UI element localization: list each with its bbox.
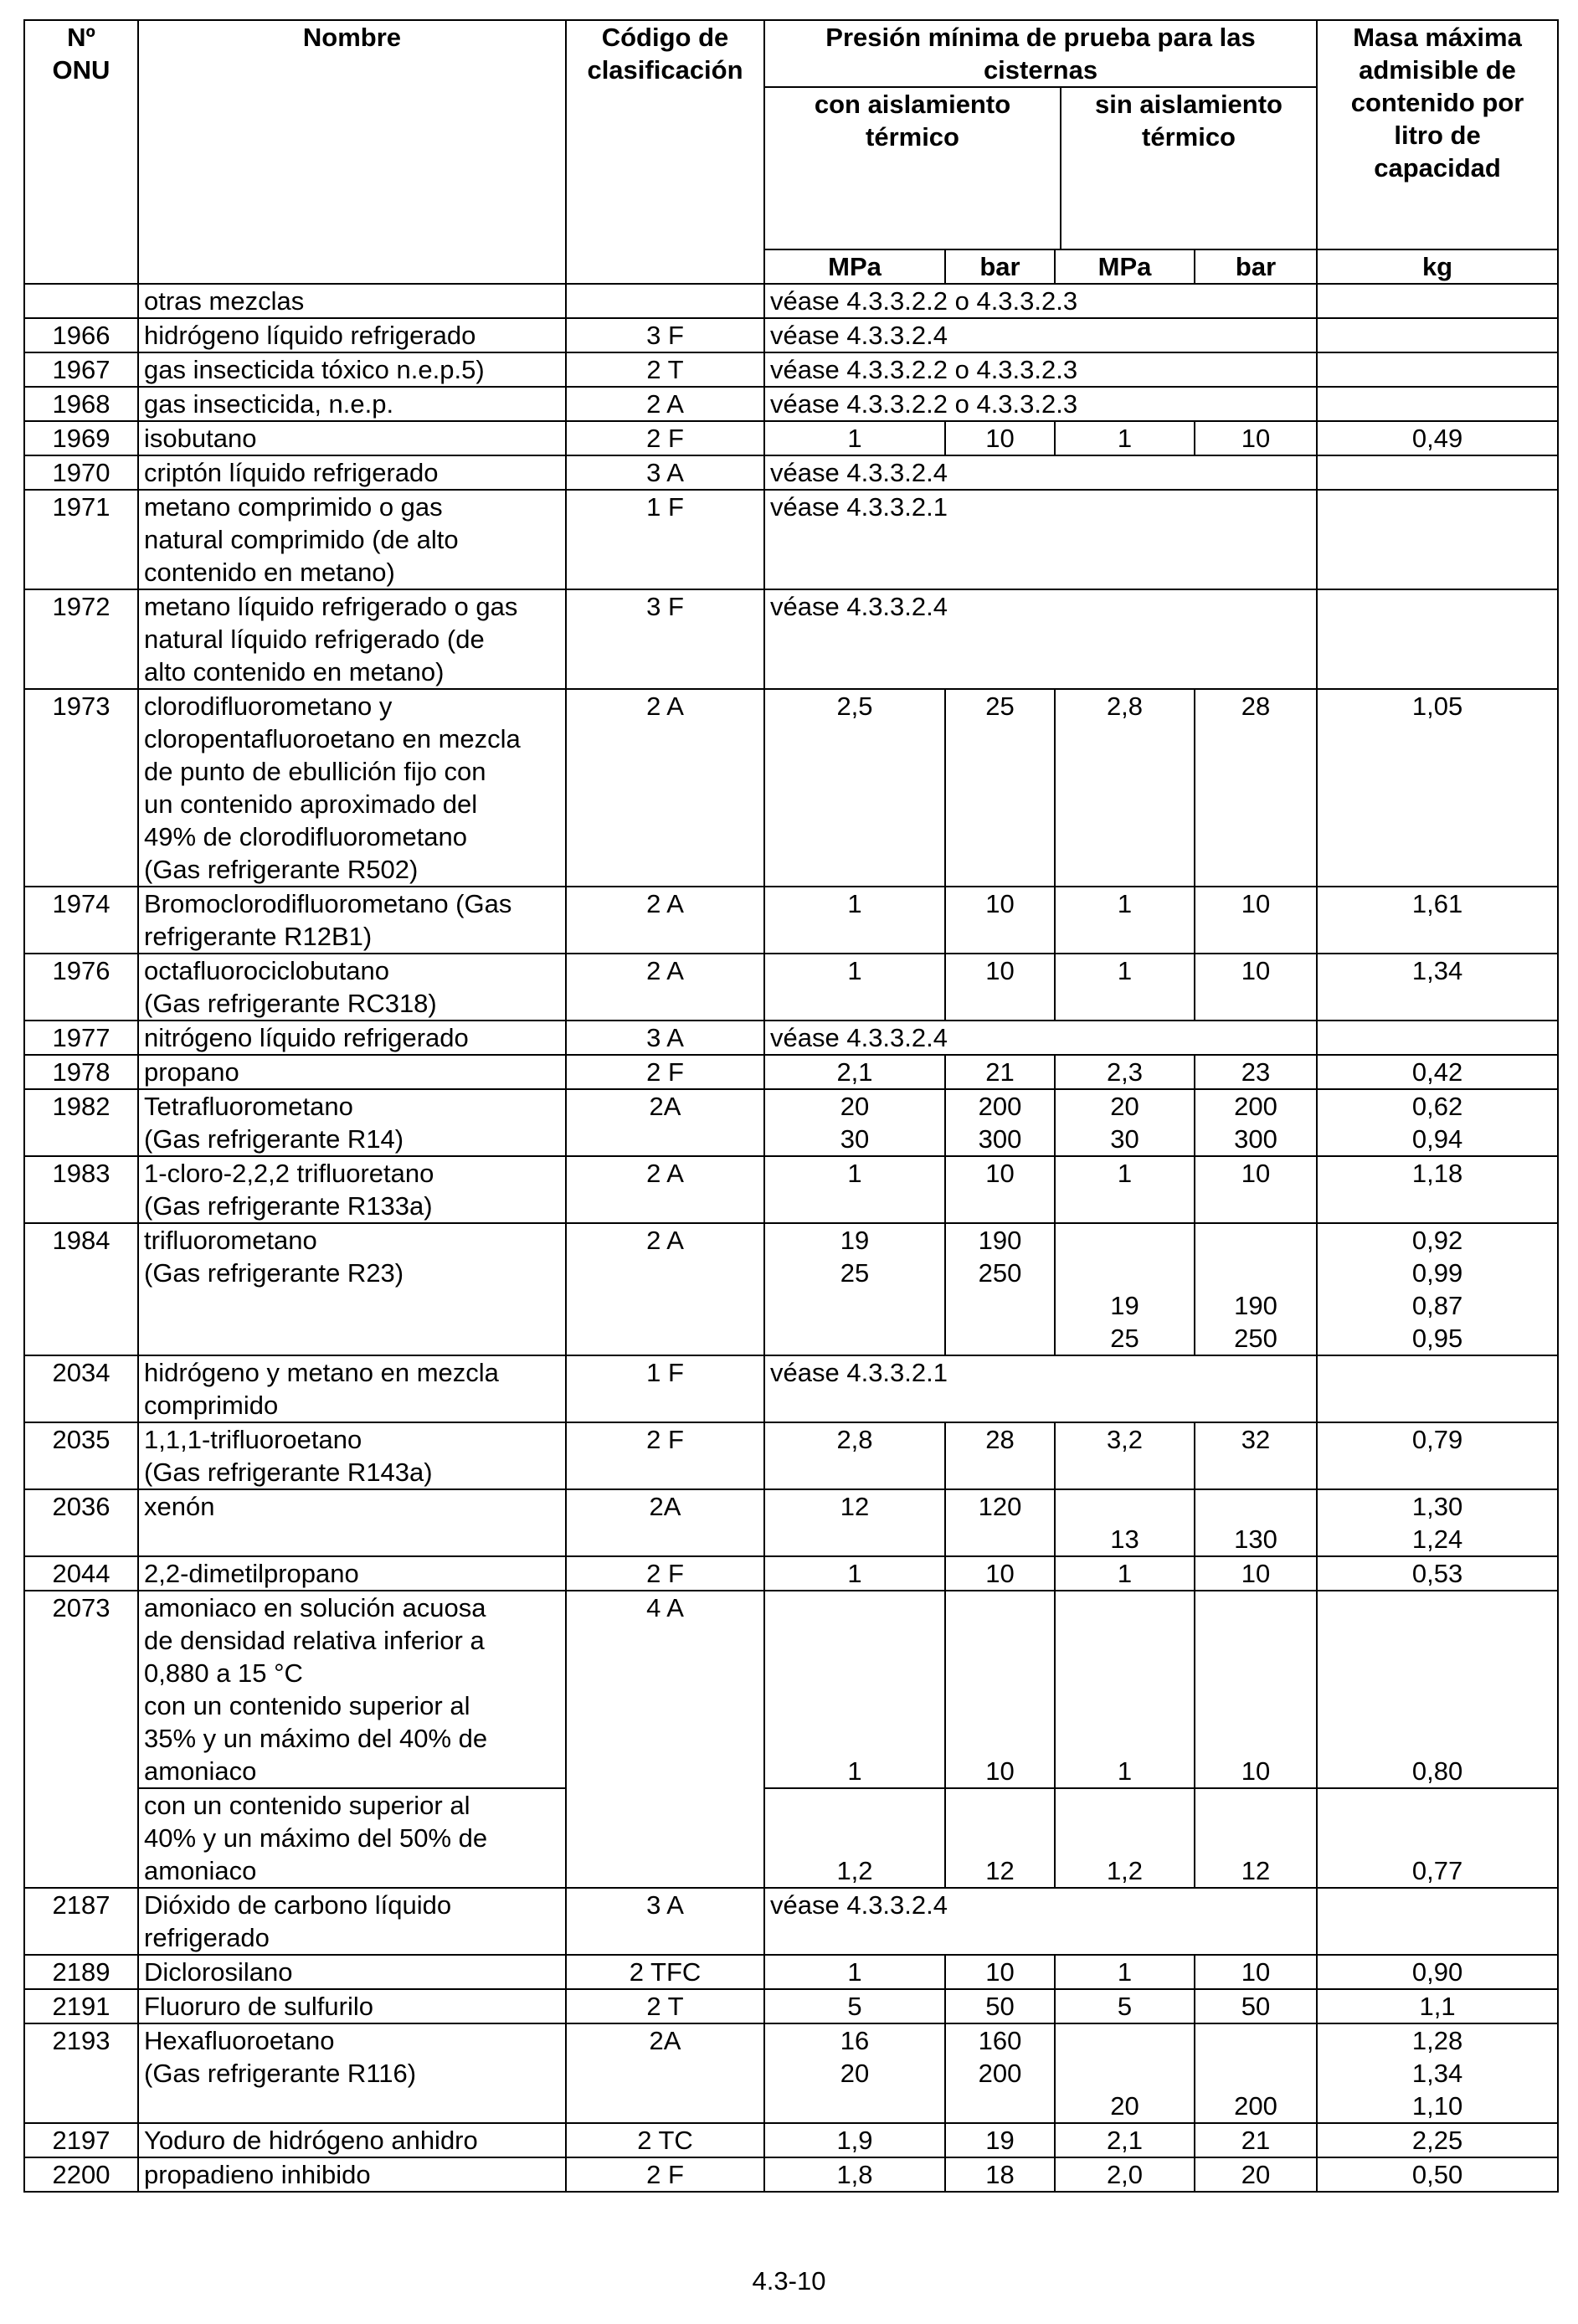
classification-code-cell: 2 TC [566,2123,764,2157]
table-row [24,455,1558,490]
substance-name-cell: Yoduro de hidrógeno anhidro [138,2123,566,2157]
bar-not-insulated-cell: 10 [1195,1556,1317,1591]
un-number-cell [24,284,138,318]
un-number-cell: 2036 [24,1489,138,1556]
max-mass-cell [1317,318,1558,352]
mpa-not-insulated-cell: 1 [1055,1591,1195,1788]
max-mass-cell: 0,90 [1317,1955,1558,1989]
bar-insulated-cell: 10 [945,887,1055,954]
mpa-insulated-cell: 19 25 [764,1223,945,1355]
bar-not-insulated-cell: 12 [1195,1788,1317,1888]
header-bar-not-insulated: bar [1195,249,1317,284]
substance-name-cell: nitrógeno líquido refrigerado [138,1021,566,1055]
un-number-cell: 2191 [24,1989,138,2023]
max-mass-cell: 0,53 [1317,1556,1558,1591]
max-mass-cell [1317,1021,1558,1055]
un-number-cell: 2035 [24,1422,138,1489]
max-mass-cell: 1,1 [1317,1989,1558,2023]
table-row [24,2157,1558,2192]
max-mass-cell: 1,61 [1317,887,1558,954]
substance-name-cell: propano [138,1055,566,1089]
un-number-cell: 1969 [24,421,138,455]
substance-name-cell: 2,2-dimetilpropano [138,1556,566,1591]
reference-cell: véase 4.3.3.2.4 [764,455,1317,490]
max-mass-cell: 0,92 0,99 0,87 0,95 [1317,1223,1558,1355]
classification-code-cell: 3 A [566,455,764,490]
table-row [24,1591,1558,1788]
max-mass-cell [1317,490,1558,589]
max-mass-cell: 2,25 [1317,2123,1558,2157]
bar-insulated-cell: 10 [945,1591,1055,1788]
table-row [24,1955,1558,1989]
substance-name-cell: criptón líquido refrigerado [138,455,566,490]
mpa-insulated-cell: 2,8 [764,1422,945,1489]
un-number-cell: 1971 [24,490,138,589]
bar-insulated-cell: 21 [945,1055,1055,1089]
mpa-not-insulated-cell: 20 [1055,2023,1195,2123]
header-mpa-not-insulated: MPa [1055,249,1195,284]
classification-code-cell: 2 T [566,352,764,387]
max-mass-cell: 1,34 [1317,954,1558,1021]
header-kg: kg [1317,249,1558,284]
mpa-insulated-cell: 16 20 [764,2023,945,2123]
bar-insulated-cell: 12 [945,1788,1055,1888]
mpa-insulated-cell: 20 30 [764,1089,945,1156]
classification-code-cell: 3 A [566,1021,764,1055]
substance-name-cell: Tetrafluorometano (Gas refrigerante R14) [138,1089,566,1156]
un-number-cell: 1968 [24,387,138,421]
table-row [24,2123,1558,2157]
header-test-pressure [764,20,1317,249]
mpa-not-insulated-cell: 2,1 [1055,2123,1195,2157]
table-row [24,1223,1558,1355]
bar-not-insulated-cell: 10 [1195,421,1317,455]
bar-not-insulated-cell: 20 [1195,2157,1317,2192]
un-number-cell: 1982 [24,1089,138,1156]
table-row [24,589,1558,689]
un-number-cell: 1966 [24,318,138,352]
table-row [24,1788,1558,1888]
classification-code-cell: 1 F [566,490,764,589]
max-mass-cell [1317,352,1558,387]
max-mass-cell: 0,42 [1317,1055,1558,1089]
un-number-cell: 1967 [24,352,138,387]
classification-code-cell: 2 F [566,1422,764,1489]
mpa-not-insulated-cell: 1 [1055,421,1195,455]
bar-insulated-cell: 28 [945,1422,1055,1489]
bar-not-insulated-cell: 190 250 [1195,1223,1317,1355]
classification-code-cell: 2 A [566,689,764,887]
mpa-not-insulated-cell: 13 [1055,1489,1195,1556]
bar-insulated-cell: 50 [945,1989,1055,2023]
max-mass-cell: 1,30 1,24 [1317,1489,1558,1556]
header-max-mass: Masa máxima admisible de contenido por litro de capacidad [1317,20,1558,249]
bar-not-insulated-cell: 10 [1195,1156,1317,1223]
header-not-insulated: sin aislamiento térmico [1095,90,1282,152]
header-classification-code: Código de clasificación [566,20,764,284]
substance-name-cell: Bromoclorodifluorometano (Gas refrigerante R12B1) [138,887,566,954]
substance-name-cell: Hexafluoroetano (Gas refrigerante R116) [138,2023,566,2123]
mpa-not-insulated-cell: 2,3 [1055,1055,1195,1089]
mpa-insulated-cell: 1,8 [764,2157,945,2192]
bar-insulated-cell: 10 [945,1556,1055,1591]
mpa-insulated-cell: 1 [764,421,945,455]
mpa-not-insulated-cell: 2,8 [1055,689,1195,887]
mpa-not-insulated-cell: 1,2 [1055,1788,1195,1888]
mpa-not-insulated-cell: 1 [1055,954,1195,1021]
classification-code-cell: 2 F [566,1556,764,1591]
substance-name-cell: gas insecticida tóxico n.e.p.5) [138,352,566,387]
classification-code-cell: 2A [566,1089,764,1156]
substance-name-cell: propadieno inhibido [138,2157,566,2192]
classification-code-cell: 2 F [566,421,764,455]
mpa-not-insulated-cell: 1 [1055,887,1195,954]
header-bar-insulated: bar [945,249,1055,284]
reference-cell: véase 4.3.3.2.2 o 4.3.3.2.3 [764,387,1317,421]
max-mass-cell: 0,50 [1317,2157,1558,2192]
classification-code-cell: 2 A [566,887,764,954]
bar-not-insulated-cell: 28 [1195,689,1317,887]
bar-not-insulated-cell: 200 300 [1195,1089,1317,1156]
mpa-insulated-cell: 1 [764,1591,945,1788]
un-number-cell: 1976 [24,954,138,1021]
substance-name-cell: Dióxido de carbono líquido refrigerado [138,1888,566,1955]
table-row [24,1089,1558,1156]
un-number-cell: 1984 [24,1223,138,1355]
bar-insulated-cell: 120 [945,1489,1055,1556]
un-number-cell: 2073 [24,1591,138,1788]
reference-cell: véase 4.3.3.2.4 [764,318,1317,352]
bar-not-insulated-cell: 32 [1195,1422,1317,1489]
un-number-cell: 2193 [24,2023,138,2123]
header-name: Nombre [138,20,566,284]
substance-name-cell: metano líquido refrigerado o gas natural líquido refrigerado (de alto contenido en metano) [138,589,566,689]
un-number-cell: 1977 [24,1021,138,1055]
classification-code-cell: 2 F [566,2157,764,2192]
table-row [24,1556,1558,1591]
bar-not-insulated-cell: 200 [1195,2023,1317,2123]
substance-name-cell: con un contenido superior al 40% y un máximo del 50% de amoniaco [138,1788,566,1888]
un-number-cell [24,1788,138,1888]
un-number-cell: 2197 [24,2123,138,2157]
mpa-not-insulated-cell: 20 30 [1055,1089,1195,1156]
un-number-cell: 2034 [24,1355,138,1422]
mpa-insulated-cell: 1 [764,1556,945,1591]
max-mass-cell: 0,80 [1317,1591,1558,1788]
mpa-insulated-cell: 1 [764,887,945,954]
reference-cell: véase 4.3.3.2.4 [764,1021,1317,1055]
table-row [24,1156,1558,1223]
classification-code-cell: 2 A [566,954,764,1021]
mpa-not-insulated-cell: 5 [1055,1989,1195,2023]
table-row [24,1989,1558,2023]
un-number-cell: 1983 [24,1156,138,1223]
bar-insulated-cell: 25 [945,689,1055,887]
table-row [24,387,1558,421]
max-mass-cell: 0,49 [1317,421,1558,455]
classification-code-cell: 4 A [566,1591,764,1788]
bar-insulated-cell: 10 [945,1156,1055,1223]
bar-not-insulated-cell: 10 [1195,954,1317,1021]
bar-not-insulated-cell: 50 [1195,1989,1317,2023]
classification-code-cell: 2A [566,2023,764,2123]
table-row [24,689,1558,887]
un-number-cell: 2187 [24,1888,138,1955]
bar-not-insulated-cell: 10 [1195,1955,1317,1989]
mpa-insulated-cell: 12 [764,1489,945,1556]
reference-cell: véase 4.3.3.2.4 [764,589,1317,689]
max-mass-cell: 0,79 [1317,1422,1558,1489]
table-row [24,954,1558,1021]
substance-name-cell: 1-cloro-2,2,2 trifluoretano (Gas refrigerante R133a) [138,1156,566,1223]
substance-name-cell: metano comprimido o gas natural comprimido (de alto contenido en metano) [138,490,566,589]
classification-code-cell [566,284,764,318]
max-mass-cell [1317,284,1558,318]
mpa-not-insulated-cell: 1 [1055,1556,1195,1591]
classification-code-cell: 2 TFC [566,1955,764,1989]
substance-name-cell: hidrógeno y metano en mezcla comprimido [138,1355,566,1422]
un-number-cell: 2044 [24,1556,138,1591]
bar-insulated-cell: 190 250 [945,1223,1055,1355]
mpa-not-insulated-cell: 19 25 [1055,1223,1195,1355]
table-row [24,421,1558,455]
substance-name-cell: isobutano [138,421,566,455]
substance-name-cell: gas insecticida, n.e.p. [138,387,566,421]
table-row [24,1489,1558,1556]
un-number-cell: 1973 [24,689,138,887]
max-mass-cell: 0,62 0,94 [1317,1089,1558,1156]
substance-name-cell: amoniaco en solución acuosa de densidad relativa inferior a 0,880 a 15 °C con un contenido superior al 35% y un máximo del 40% de amoniaco [138,1591,566,1788]
classification-code-cell: 3 A [566,1888,764,1955]
mpa-insulated-cell: 1 [764,954,945,1021]
table-row [24,490,1558,589]
header-test-pressure-title: Presión mínima de prueba para las cisternas [765,21,1316,88]
table-row [24,1021,1558,1055]
un-number-cell: 2189 [24,1955,138,1989]
un-number-cell: 1978 [24,1055,138,1089]
un-number-cell: 1972 [24,589,138,689]
mpa-not-insulated-cell: 1 [1055,1156,1195,1223]
table-row [24,1888,1558,1955]
bar-insulated-cell: 19 [945,2123,1055,2157]
bar-insulated-cell: 10 [945,954,1055,1021]
table-row [24,1422,1558,1489]
header-un-number: Nº ONU [24,20,138,284]
classification-code-cell: 2 A [566,387,764,421]
substance-name-cell: clorodifluorometano y cloropentafluoroetano en mezcla de punto de ebullición fijo con un contenido aproximado del 49% de clorodifluorometano (Gas refrigerante R502) [138,689,566,887]
bar-insulated-cell: 10 [945,1955,1055,1989]
substance-name-cell: otras mezclas [138,284,566,318]
bar-insulated-cell: 10 [945,421,1055,455]
reference-cell: véase 4.3.3.2.2 o 4.3.3.2.3 [764,284,1317,318]
mpa-insulated-cell: 1,2 [764,1788,945,1888]
table-row [24,2023,1558,2123]
max-mass-cell: 1,05 [1317,689,1558,887]
max-mass-cell: 1,18 [1317,1156,1558,1223]
max-mass-cell [1317,1355,1558,1422]
mpa-insulated-cell: 2,5 [764,689,945,887]
un-number-cell: 1974 [24,887,138,954]
substance-name-cell: Diclorosilano [138,1955,566,1989]
table-row [24,352,1558,387]
reference-cell: véase 4.3.3.2.1 [764,1355,1317,1422]
header-mpa-insulated: MPa [764,249,945,284]
classification-code-cell: 3 F [566,318,764,352]
substance-name-cell: octafluorociclobutano (Gas refrigerante RC318) [138,954,566,1021]
bar-not-insulated-cell: 21 [1195,2123,1317,2157]
mpa-insulated-cell: 2,1 [764,1055,945,1089]
mpa-not-insulated-cell: 2,0 [1055,2157,1195,2192]
substance-name-cell: 1,1,1-trifluoroetano (Gas refrigerante R143a) [138,1422,566,1489]
max-mass-cell [1317,455,1558,490]
un-number-cell: 1970 [24,455,138,490]
table-row [24,887,1558,954]
table-row [24,318,1558,352]
mpa-not-insulated-cell: 3,2 [1055,1422,1195,1489]
reference-cell: véase 4.3.3.2.2 o 4.3.3.2.3 [764,352,1317,387]
bar-not-insulated-cell: 23 [1195,1055,1317,1089]
reference-cell: véase 4.3.3.2.4 [764,1888,1317,1955]
mpa-insulated-cell: 1 [764,1955,945,1989]
bar-insulated-cell: 200 300 [945,1089,1055,1156]
table-row [24,284,1558,318]
table-row [24,1355,1558,1422]
mpa-insulated-cell: 5 [764,1989,945,2023]
max-mass-cell: 0,77 [1317,1788,1558,1888]
reference-cell: véase 4.3.3.2.1 [764,490,1317,589]
mpa-insulated-cell: 1,9 [764,2123,945,2157]
un-number-cell: 2200 [24,2157,138,2192]
table-row [24,1055,1558,1089]
bar-insulated-cell: 160 200 [945,2023,1055,2123]
bar-not-insulated-cell: 10 [1195,1591,1317,1788]
classification-code-cell: 2 F [566,1055,764,1089]
max-mass-cell: 1,28 1,34 1,10 [1317,2023,1558,2123]
substance-name-cell: hidrógeno líquido refrigerado [138,318,566,352]
bar-not-insulated-cell: 10 [1195,887,1317,954]
classification-code-cell: 2 A [566,1223,764,1355]
substance-name-cell: xenón [138,1489,566,1556]
classification-code-cell: 3 F [566,589,764,689]
max-mass-cell [1317,1888,1558,1955]
classification-code-cell: 2 A [566,1156,764,1223]
max-mass-cell [1317,387,1558,421]
mpa-insulated-cell: 1 [764,1156,945,1223]
bar-not-insulated-cell: 130 [1195,1489,1317,1556]
bar-insulated-cell: 18 [945,2157,1055,2192]
header-insulated: con aislamiento térmico [765,88,1061,249]
mpa-not-insulated-cell: 1 [1055,1955,1195,1989]
classification-code-cell: 1 F [566,1355,764,1422]
substance-name-cell: trifluorometano (Gas refrigerante R23) [138,1223,566,1355]
substance-name-cell: Fluoruro de sulfurilo [138,1989,566,2023]
classification-code-cell [566,1788,764,1888]
classification-code-cell: 2A [566,1489,764,1556]
page-number: 4.3-10 [752,2266,826,2296]
dangerous-goods-table [23,19,1559,2193]
classification-code-cell: 2 T [566,1989,764,2023]
max-mass-cell [1317,589,1558,689]
